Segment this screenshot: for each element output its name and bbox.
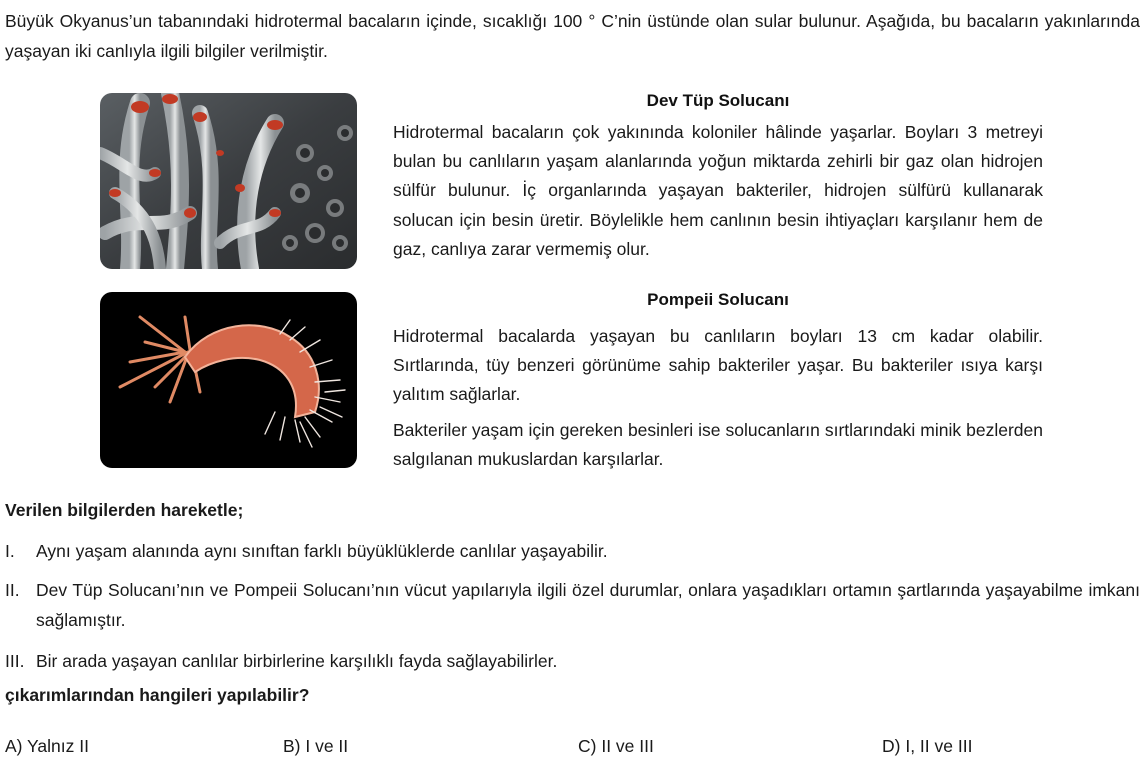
pompeii-worm-photo xyxy=(100,292,357,468)
option-c[interactable]: C) II ve III xyxy=(578,736,654,756)
statement-2 xyxy=(5,575,1140,637)
option-a[interactable]: A) Yalnız II xyxy=(5,736,89,756)
tube-worm-title: Dev Tüp Solucanı xyxy=(646,91,790,110)
option-b[interactable]: B) I ve II xyxy=(283,736,349,756)
statement-text: Bir arada yaşayan canlılar birbirlerine karşılıklı fayda sağlayabilirler. xyxy=(36,651,558,671)
giant-tube-worm-photo xyxy=(100,93,357,269)
pompeii-worm-title: Pompeii Solucanı xyxy=(647,290,789,309)
statement-text: Dev Tüp Solucanı’nın ve Pompeii Solucanı’nın vücut yapılarıyla ilgili özel durumlar, onlara yaşadıkları ortamın şartlarında yaşayabilme imkanı sağlamıştır. xyxy=(36,580,1140,630)
pompeii-worm-section xyxy=(393,288,1043,474)
pompeii-worm-text-1: Hidrotermal bacalarda yaşayan bu canlıların boyları 13 cm kadar olabilir. Sırtlarında, tüy benzeri görünüme sahip bakteriler yaşar. Bu bakteriler ısıya karşı yalıtım sağlarlar. xyxy=(393,326,1043,405)
statement-number: III. xyxy=(5,651,25,671)
statement-text: Aynı yaşam alanında aynı sınıftan farklı büyüklüklerde canlılar yaşayabilir. xyxy=(36,541,608,561)
tube-worm-text: Hidrotermal bacaların çok yakınında koloniler hâlinde yaşarlar. Boyları 3 metreyi bulan bu canlıların yaşam alanlarında yoğun miktarda zehirli bir gaz olan hidrojen sülfür bulunur. İç organlarında yaşayan bakteriler, hidrojen sülfürü kullanarak solucan için besin üretir. Böylelikle hem canlının besin ihtiyaçları karşılanır hem de gaz, canlıya zarar vermemiş olur. xyxy=(393,122,1043,259)
pompeii-worm-text-2: Bakteriler yaşam için gereken besinleri ise solucanların sırtlarındaki minik bezlerden salgılanan mukuslardan karşılarlar. xyxy=(393,419,1043,469)
option-d[interactable]: D) I, II ve III xyxy=(882,736,973,756)
statement-number: I. xyxy=(5,541,15,561)
tube-worm-section xyxy=(393,89,1043,264)
statement-number: II. xyxy=(5,580,20,600)
question-text: çıkarımlarından hangileri yapılabilir? xyxy=(5,685,310,705)
question-lead: Verilen bilgilerden hareketle; xyxy=(5,500,244,520)
intro-paragraph: Büyük Okyanus’un tabanındaki hidrotermal bacaların içinde, sıcaklığı 100 ° C’nin üstünde olan sular bulunur. Aşağıda, bu bacaların yakınlarında yaşayan iki canlıyla ilgili bilgiler verilmiştir. xyxy=(5,11,1140,61)
